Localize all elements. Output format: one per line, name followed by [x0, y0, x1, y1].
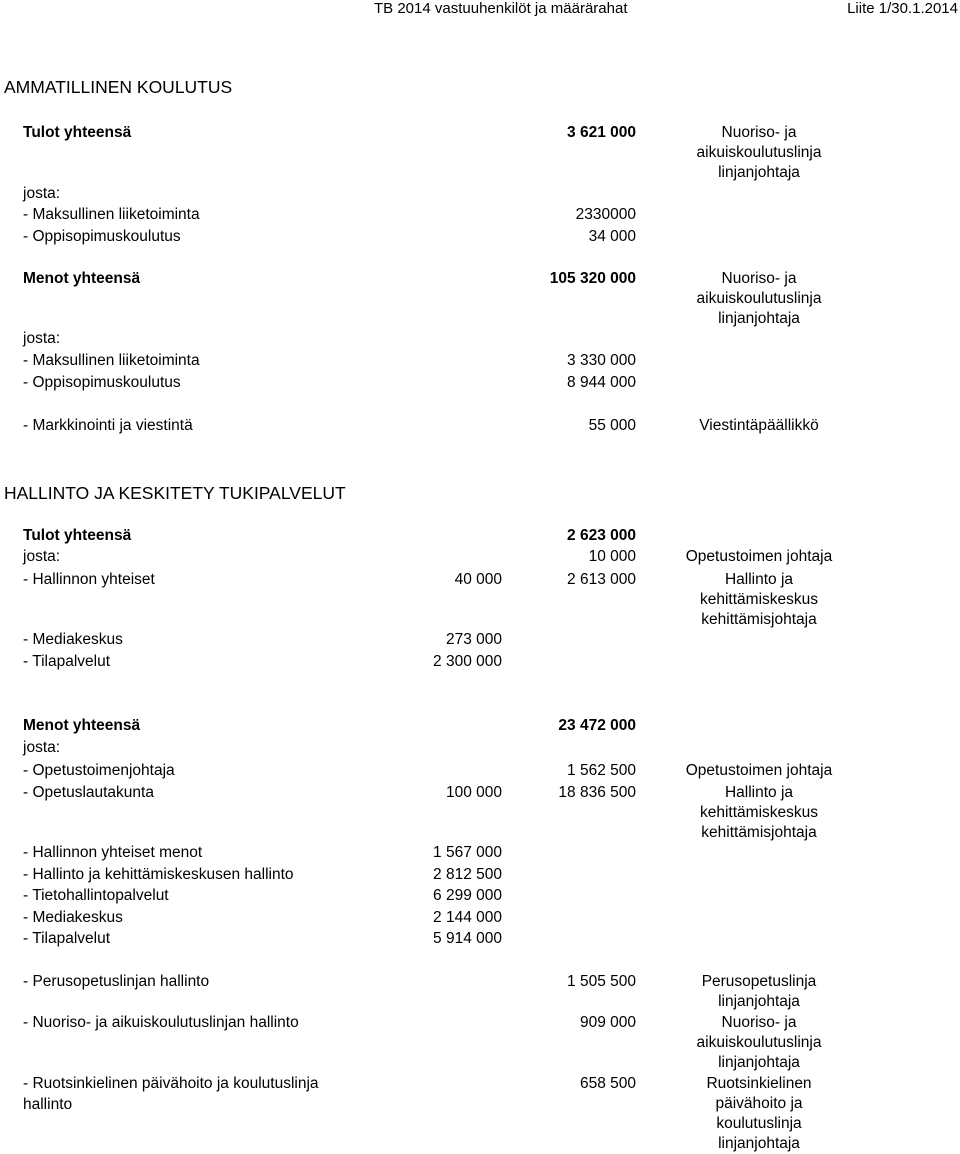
- s2-perusopetus-label: - Perusopetuslinjan hallinto: [23, 973, 210, 990]
- s2-ruotsinkielinen-resp-line3: koulutuslinja: [716, 1115, 802, 1132]
- s2-menot-item-sub: 2 144 000: [433, 909, 502, 926]
- s2-nuoriso-resp-line2: aikuiskoulutuslinja: [696, 1034, 822, 1051]
- s2-opetuslautakunta-resp-line3: kehittämisjohtaja: [701, 824, 817, 841]
- s2-ruotsinkielinen-resp-line2: päivähoito ja: [715, 1095, 803, 1112]
- s2-opetuslautakunta-resp-line1: Hallinto ja: [724, 784, 794, 801]
- s2-perusopetus-resp-line1: Perusopetuslinja: [701, 973, 817, 990]
- s2-menot-item-sub: 5 914 000: [433, 930, 502, 947]
- section-title-ammatillinen: AMMATILLINEN KOULUTUS: [4, 77, 233, 97]
- s2-opetustoimenjohtaja-value: 1 562 500: [567, 762, 636, 779]
- s2-opetuslautakunta-value: 18 836 500: [558, 784, 636, 801]
- s2-tulot-item-label: - Mediakeskus: [23, 631, 123, 648]
- section-title-hallinto: HALLINTO JA KESKITETY TUKIPALVELUT: [4, 483, 346, 503]
- s2-menot-item-label: - Mediakeskus: [23, 909, 123, 926]
- s2-nuoriso-label: - Nuoriso- ja aikuiskoulutuslinjan hallinto: [23, 1014, 299, 1031]
- menot-resp-line3: linjanjohtaja: [718, 310, 800, 327]
- s2-menot-value: 23 472 000: [558, 717, 636, 734]
- s2-tulot-item-sub: 2 300 000: [433, 653, 502, 670]
- s2-menot-item-sub: 6 299 000: [433, 887, 502, 904]
- tulot-item-label: - Oppisopimuskoulutus: [23, 228, 181, 245]
- s2-perusopetus-value: 1 505 500: [567, 973, 636, 990]
- s2-menot-item-label: - Tietohallintopalvelut: [23, 887, 169, 904]
- s2-hallinnon-resp-line1: Hallinto ja: [724, 571, 794, 588]
- header-appendix: Liite 1/30.1.2014: [847, 0, 958, 17]
- s2-hallinnon-resp-line3: kehittämisjohtaja: [701, 611, 817, 628]
- menot-resp-line2: aikuiskoulutuslinja: [696, 290, 822, 307]
- menot-item-label: - Oppisopimuskoulutus: [23, 374, 181, 391]
- s2-ruotsinkielinen-value: 658 500: [579, 1075, 636, 1092]
- s2-ruotsinkielinen-label-line2: hallinto: [23, 1096, 73, 1113]
- s2-opetustoimenjohtaja-resp: Opetustoimen johtaja: [685, 762, 833, 779]
- s2-tulot-josta: josta:: [23, 548, 61, 565]
- tulot-josta: josta:: [23, 185, 61, 202]
- menot-item-value: 3 330 000: [567, 352, 636, 369]
- s2-menot-item-label: - Tilapalvelut: [23, 930, 111, 947]
- s2-nuoriso-value: 909 000: [579, 1014, 636, 1031]
- page-header: [0, 0, 960, 20]
- s2-hallinnon-value: 2 613 000: [567, 571, 636, 588]
- s2-perusopetus-resp-line2: linjanjohtaja: [718, 993, 800, 1010]
- s2-nuoriso-resp-line3: linjanjohtaja: [718, 1054, 800, 1071]
- s2-menot-item-sub: 2 812 500: [433, 866, 502, 883]
- menot-value: 105 320 000: [549, 270, 636, 287]
- menot-label: Menot yhteensä: [23, 270, 141, 287]
- s2-tulot-item-label: - Tilapalvelut: [23, 653, 111, 670]
- s2-ruotsinkielinen-label-line1: - Ruotsinkielinen päivähoito ja koulutuslinja: [23, 1075, 319, 1092]
- markkinointi-label: - Markkinointi ja viestintä: [23, 417, 193, 434]
- s2-menot-label: Menot yhteensä: [23, 717, 141, 734]
- s2-tulot-item-sub: 273 000: [445, 631, 502, 648]
- tulot-resp-line1: Nuoriso- ja: [721, 124, 797, 141]
- tulot-resp-line2: aikuiskoulutuslinja: [696, 144, 822, 161]
- s2-opetuslautakunta-resp-line2: kehittämiskeskus: [699, 804, 818, 821]
- s2-hallinnon-resp-line2: kehittämiskeskus: [699, 591, 818, 608]
- menot-item-value: 8 944 000: [567, 374, 636, 391]
- s2-opetustoimenjohtaja-label: - Opetustoimenjohtaja: [23, 762, 175, 779]
- s2-menot-item-label: - Hallinto ja kehittämiskeskusen hallinto: [23, 866, 294, 883]
- s2-hallinnon-label: - Hallinnon yhteiset: [23, 571, 155, 588]
- s2-opetuslautakunta-sub: 100 000: [445, 784, 502, 801]
- markkinointi-value: 55 000: [588, 417, 636, 434]
- markkinointi-resp: Viestintäpäällikkö: [699, 417, 819, 434]
- s2-tulot-label: Tulot yhteensä: [23, 527, 132, 544]
- s2-hallinnon-sub: 40 000: [454, 571, 502, 588]
- menot-item-label: - Maksullinen liiketoiminta: [23, 352, 200, 369]
- s2-opetuslautakunta-label: - Opetuslautakunta: [23, 784, 154, 801]
- tulot-item-value: 2330000: [575, 206, 636, 223]
- tulot-item-label: - Maksullinen liiketoiminta: [23, 206, 200, 223]
- s2-ruotsinkielinen-resp-line4: linjanjohtaja: [718, 1135, 800, 1152]
- tulot-resp-line3: linjanjohtaja: [718, 164, 800, 181]
- s2-menot-josta: josta:: [23, 739, 61, 756]
- s2-nuoriso-resp-line1: Nuoriso- ja: [721, 1014, 797, 1031]
- menot-resp-line1: Nuoriso- ja: [721, 270, 797, 287]
- tulot-item-value: 34 000: [588, 228, 636, 245]
- s2-ruotsinkielinen-resp-line1: Ruotsinkielinen: [706, 1075, 812, 1092]
- tulot-label: Tulot yhteensä: [23, 124, 132, 141]
- s2-menot-item-sub: 1 567 000: [433, 844, 502, 861]
- s2-tulot-josta-value: 10 000: [588, 548, 636, 565]
- menot-josta: josta:: [23, 330, 61, 347]
- s2-tulot-value: 2 623 000: [567, 527, 636, 544]
- tulot-value: 3 621 000: [567, 124, 636, 141]
- s2-menot-item-label: - Hallinnon yhteiset menot: [23, 844, 203, 861]
- header-title: TB 2014 vastuuhenkilöt ja määrärahat: [374, 0, 628, 17]
- s2-tulot-josta-resp: Opetustoimen johtaja: [685, 548, 833, 565]
